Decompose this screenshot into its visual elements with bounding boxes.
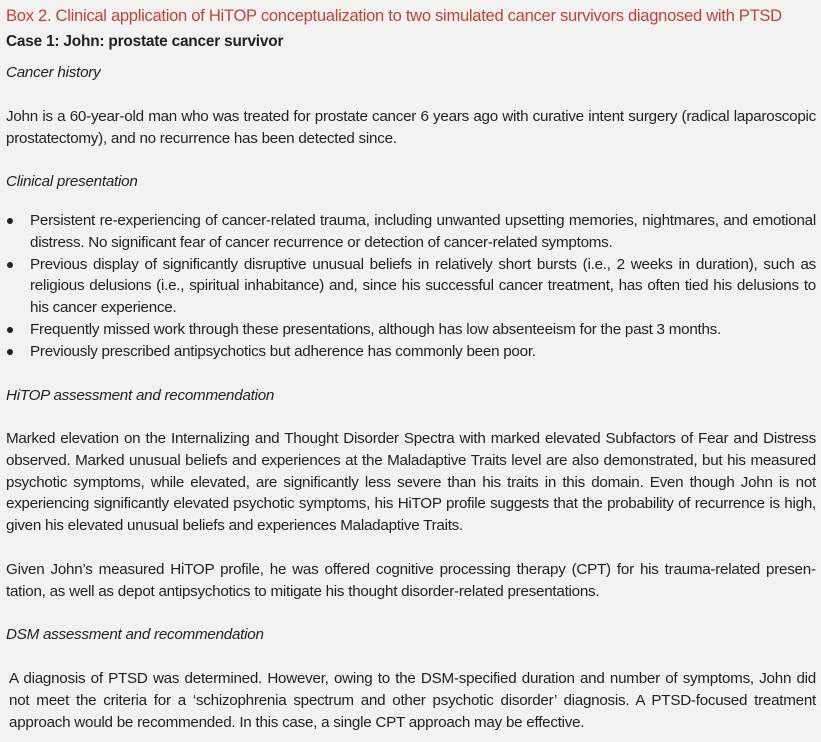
list-item-text: Frequently missed work through these presentations, although has low absenteeism for the past 3 months. — [30, 320, 721, 338]
dsm-heading: DSM assessment and recommendation — [6, 626, 264, 643]
cancer-history-heading: Cancer history — [6, 64, 101, 81]
case-title: Case 1: John: prostate cancer survivor — [6, 33, 284, 50]
clinical-presentation-list — [6, 210, 816, 363]
hitop-heading: HiTOP assessment and recommendation — [6, 387, 275, 404]
box-title: Box 2. Clinical application of HiTOP conceptualization to two simulated cancer survivors diagnosed with PTSD — [6, 6, 782, 25]
bullet-icon — [7, 262, 13, 268]
list-item-text: Previously prescribed antipsychotics but adherence has commonly been poor. — [30, 342, 536, 360]
list-item — [6, 254, 816, 319]
bullet-icon — [7, 218, 13, 224]
dsm-paragraph: A diagnosis of PTSD was determined. However, owing to the DSM-specified duration and number of symptoms, John did not meet the criteria for a ‘schizophrenia spectrum and other psychotic disorder’ diagnosis. A PTSD-focused treatment approach would be recommended. In this case, a single CPT approach may be effective. — [9, 670, 816, 731]
bullet-icon — [7, 327, 13, 333]
list-item-text: Persistent re-experiencing of cancer-related trauma, including unwanted upsetting memories, nightmares, and emotional distress. No significant fear of cancer recurrence or detection of cancer-related symptoms. — [30, 212, 816, 251]
clinical-presentation-heading: Clinical presentation — [6, 173, 138, 190]
hitop-paragraph-2: Given John’s measured HiTOP profile, he was offered cognitive processing therapy (CPT) for his trauma-related presentation, as well as depot antipsychotics to mitigate his thought disorder-related presentations. — [6, 561, 816, 600]
list-item — [6, 210, 816, 254]
cancer-history-text: John is a 60-year-old man who was treated for prostate cancer 6 years ago with curative intent surgery (radical laparoscopic prostatectomy), and no recurrence has been detected since. — [6, 108, 816, 147]
hitop-paragraph-1: Marked elevation on the Internalizing and Thought Disorder Spectra with marked elevated Subfactors of Fear and Distress observed. Marked unusual beliefs and experiences at the Maladaptive Traits level are also demonstrated, but his measured psychotic symptoms, while elevated, are significantly less severe than his traits in this domain. Even though John is not experiencing significantly elevated psychotic symptoms, his HiTOP profile suggests that the probability of recurrence is high, given his elevated unusual beliefs and experiences Maladaptive Traits. — [6, 430, 816, 535]
list-item — [6, 341, 816, 363]
list-item — [6, 319, 816, 341]
list-item-text: Previous display of significantly disruptive unusual beliefs in relatively short bursts (i.e., 2 weeks in duration), such as religious delusions (i.e., spiritual inhabitance) and, since his successful cancer treatment, has often tied his delusions to his cancer experience. — [30, 255, 816, 317]
bullet-icon — [7, 349, 13, 355]
